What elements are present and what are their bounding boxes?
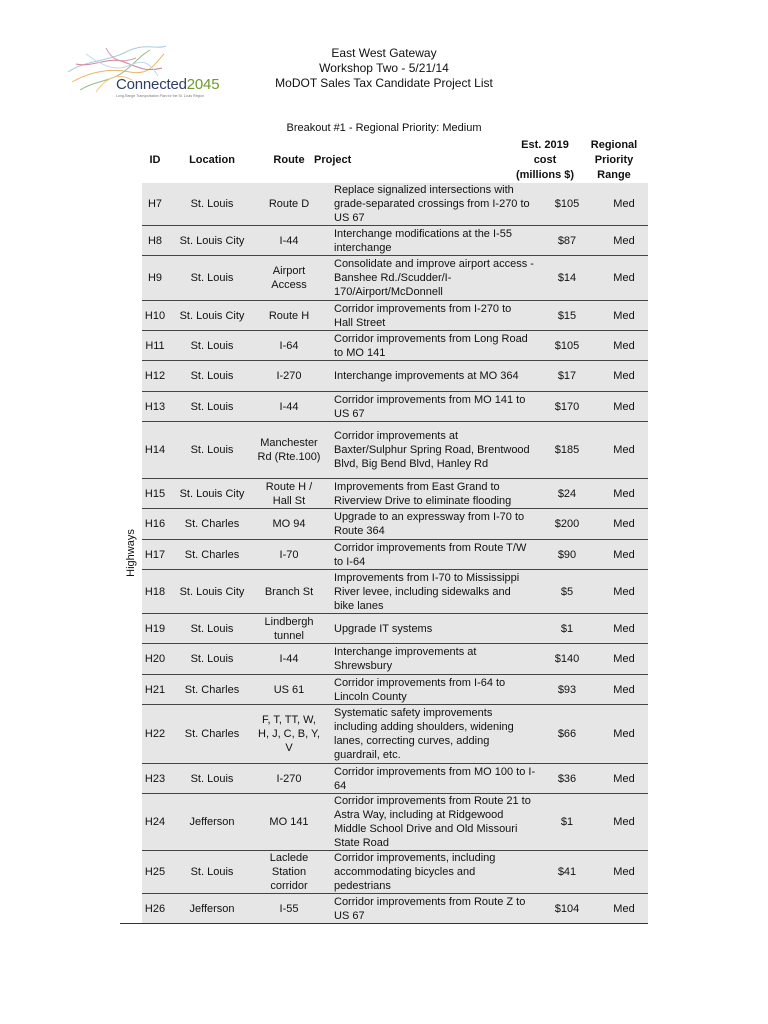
- table-row: [142, 422, 648, 479]
- table-row: [142, 361, 648, 392]
- cell-id: H17: [144, 548, 166, 561]
- cell-cost: $105: [554, 339, 580, 352]
- cell-id: H16: [144, 518, 166, 530]
- category-label: Highways: [120, 183, 142, 923]
- col-header-location: Location: [189, 153, 235, 166]
- cell-id: H14: [144, 444, 166, 456]
- cell-location: St. Louis City: [179, 234, 245, 247]
- cell-project: Improvements from I-70 to Mississippi River levee, including sidewalks and bike lanes: [334, 571, 520, 612]
- cell-cost: $1: [560, 622, 574, 635]
- cell-cost: $170: [554, 400, 580, 413]
- cell-id: H26: [144, 902, 166, 915]
- project-table: [120, 137, 648, 924]
- table-row: [142, 705, 648, 764]
- cell-range: Med: [613, 444, 635, 456]
- cell-cost: $87: [557, 234, 577, 247]
- cell-location: St. Louis: [190, 198, 234, 210]
- cell-cost: $200: [554, 518, 580, 530]
- cell-range: Med: [613, 548, 635, 561]
- cell-location: St. Louis: [190, 772, 234, 785]
- table-row: [142, 764, 648, 794]
- breakout-label: Breakout #1 - Regional Priority: Medium: [286, 122, 482, 134]
- cell-id: H8: [147, 234, 163, 247]
- cell-project: Replace signalized intersections with grade-separated crossings from I-270 to US 67: [334, 184, 530, 224]
- cell-location: St. Louis: [190, 653, 234, 665]
- cell-range: Med: [613, 198, 635, 210]
- cell-location: St. Charles: [184, 518, 240, 530]
- header-org: East West Gateway: [331, 46, 437, 60]
- cell-id: H15: [144, 487, 166, 500]
- cell-id: H19: [144, 622, 166, 635]
- cell-cost: $140: [554, 653, 580, 665]
- table-row: [142, 675, 648, 705]
- cell-cost: $15: [557, 309, 577, 322]
- cell-location: Jefferson: [189, 902, 235, 915]
- cell-route: I-70: [279, 548, 299, 561]
- cell-location: St. Louis: [190, 866, 234, 878]
- col-header-route: Route: [273, 153, 305, 166]
- cell-route: US 61: [273, 683, 305, 696]
- cell-range: Med: [613, 518, 635, 530]
- cell-route: I-270: [276, 772, 302, 785]
- cell-route: I-270: [276, 370, 302, 382]
- cell-project: Interchange modifications at the I-55 interchange: [334, 227, 512, 254]
- cell-cost: $41: [557, 866, 577, 878]
- table-row: [142, 301, 648, 331]
- cell-id: H20: [144, 653, 166, 665]
- cell-route: MO 141: [269, 816, 309, 828]
- cell-range: Med: [613, 816, 635, 828]
- cell-cost: $104: [554, 902, 580, 915]
- cell-project: Corridor improvements from Route Z to US 67: [334, 895, 526, 922]
- cell-route: F, T, TT, W, H, J, C, B, Y, V: [258, 714, 320, 754]
- cell-project: Corridor improvements from MO 100 to I- 64: [334, 765, 536, 792]
- col-header-cost: Est. 2019 cost (millions $): [515, 138, 575, 181]
- cell-cost: $185: [554, 444, 580, 456]
- cell-range: Med: [613, 653, 635, 665]
- document-header: [184, 46, 584, 91]
- cell-cost: $17: [557, 370, 577, 382]
- cell-id: H9: [147, 272, 163, 284]
- col-header-range: Regional Priority Range: [590, 138, 638, 181]
- cell-id: H25: [144, 866, 166, 878]
- table-row: [142, 644, 648, 675]
- cell-location: St. Louis: [190, 370, 234, 382]
- cell-route: Manchester Rd (Rte.100): [257, 437, 321, 463]
- cell-project: Corridor improvements at Baxter/Sulphur Spring Road, Brentwood Blvd, Big Bend Blvd, Hanley Rd: [334, 430, 530, 470]
- table-row: [142, 794, 648, 851]
- cell-location: St. Louis: [190, 622, 234, 635]
- cell-id: H13: [144, 400, 166, 413]
- table-row: [142, 509, 648, 540]
- col-header-project: Project: [314, 153, 352, 166]
- cell-id: H23: [144, 772, 166, 785]
- table-row: [142, 479, 648, 509]
- table-row: [142, 392, 648, 422]
- cell-route: Route H: [268, 309, 310, 322]
- cell-location: St. Louis: [190, 339, 234, 352]
- cell-project: Upgrade IT systems: [334, 622, 433, 635]
- cell-id: H11: [145, 339, 165, 352]
- cell-project: Systematic safety improvements including adding shoulders, widening lanes, correcting curves, adding guardrail, etc.: [334, 707, 514, 761]
- cell-project: Corridor improvements from I-270 to Hall Street: [334, 302, 512, 329]
- cell-range: Med: [613, 772, 635, 785]
- table-row: [142, 256, 648, 301]
- cell-id: H22: [144, 728, 166, 740]
- logo-wordmark: Connected2045: [116, 76, 220, 93]
- table-row: [142, 226, 648, 256]
- cell-project: Corridor improvements from MO 141 to US 67: [334, 393, 526, 420]
- cell-project: Upgrade to an expressway from I-70 to Route 364: [334, 511, 525, 537]
- col-header-id: ID: [149, 153, 161, 166]
- cell-range: Med: [613, 683, 635, 696]
- cell-location: St. Louis City: [179, 309, 245, 322]
- table-row: [142, 894, 648, 923]
- cell-project: Corridor improvements from Long Road to MO 141: [334, 332, 528, 359]
- cell-id: H21: [144, 683, 166, 696]
- cell-cost: $36: [557, 772, 577, 785]
- cell-range: Med: [613, 234, 635, 247]
- cell-route: Branch St: [264, 585, 314, 598]
- cell-route: Airport Access: [271, 265, 307, 291]
- logo-tagline: Long-Range Transportation Plan for the St. Louis Region: [116, 94, 205, 98]
- cell-cost: $1: [560, 816, 574, 828]
- header-workshop: Workshop Two - 5/21/14: [319, 61, 449, 75]
- cell-cost: $5: [560, 585, 574, 598]
- cell-location: Jefferson: [189, 816, 235, 828]
- cell-id: H7: [147, 198, 163, 210]
- cell-range: Med: [613, 622, 635, 635]
- cell-range: Med: [613, 728, 635, 740]
- cell-project: Corridor improvements, including accommodating bicycles and pedestrians: [334, 852, 496, 892]
- cell-range: Med: [613, 585, 635, 598]
- cell-range: Med: [613, 339, 635, 352]
- cell-location: St. Louis: [190, 272, 234, 284]
- cell-route: I-55: [279, 902, 299, 915]
- cell-route: I-44: [279, 400, 299, 413]
- cell-location: St. Louis: [190, 444, 234, 456]
- table-row: [142, 183, 648, 226]
- cell-location: St. Louis City: [179, 487, 245, 500]
- cell-id: H18: [144, 585, 166, 598]
- cell-route: Lindbergh tunnel: [264, 615, 314, 642]
- cell-cost: $105: [554, 198, 580, 210]
- cell-route: I-44: [279, 653, 299, 665]
- cell-project: Interchange improvements at Shrewsbury: [334, 646, 477, 672]
- cell-location: St. Charles: [184, 728, 240, 740]
- header-title: MoDOT Sales Tax Candidate Project List: [275, 76, 493, 90]
- cell-location: St. Charles: [184, 683, 240, 696]
- cell-location: St. Charles: [184, 548, 240, 561]
- cell-project: Improvements from East Grand to Riverview Drive to eliminate flooding: [334, 480, 512, 507]
- cell-route: Laclede Station corridor: [269, 852, 309, 892]
- cell-id: H24: [144, 816, 166, 828]
- cell-location: St. Louis: [190, 400, 234, 413]
- cell-cost: $14: [557, 272, 577, 284]
- cell-range: Med: [613, 272, 635, 284]
- cell-cost: $24: [557, 487, 577, 500]
- cell-project: Consolidate and improve airport access - Banshee Rd./Scudder/I- 170/Airport/McDonnell: [334, 258, 534, 298]
- table-header: [120, 137, 648, 183]
- cell-range: Med: [613, 866, 635, 878]
- table-row: [142, 331, 648, 361]
- table-row: [142, 540, 648, 570]
- cell-route: I-64: [279, 339, 299, 352]
- cell-route: Route H / Hall St: [265, 480, 313, 507]
- cell-range: Med: [613, 487, 635, 500]
- cell-range: Med: [613, 370, 635, 382]
- cell-route: I-44: [279, 234, 299, 247]
- cell-cost: $90: [557, 548, 577, 561]
- cell-range: Med: [613, 309, 635, 322]
- cell-route: MO 94: [272, 518, 306, 530]
- cell-range: Med: [613, 400, 635, 413]
- table-body: [120, 183, 648, 924]
- cell-cost: $93: [557, 683, 577, 696]
- cell-id: H12: [144, 370, 166, 382]
- cell-project: Corridor improvements from Route T/W to I-64: [334, 541, 527, 568]
- cell-id: H10: [144, 309, 166, 322]
- cell-project: Interchange improvements at MO 364: [334, 370, 519, 382]
- cell-project: Corridor improvements from I-64 to Lincoln County: [334, 676, 506, 703]
- table-row: [142, 851, 648, 894]
- cell-range: Med: [613, 902, 635, 915]
- cell-location: St. Louis City: [179, 585, 245, 598]
- table-row: [142, 570, 648, 614]
- cell-route: Route D: [268, 198, 310, 210]
- cell-cost: $66: [557, 728, 577, 740]
- table-row: [142, 614, 648, 644]
- cell-project: Corridor improvements from Route 21 to Astra Way, including at Ridgewood Middle School Drive and Old Missouri State Road: [334, 795, 531, 849]
